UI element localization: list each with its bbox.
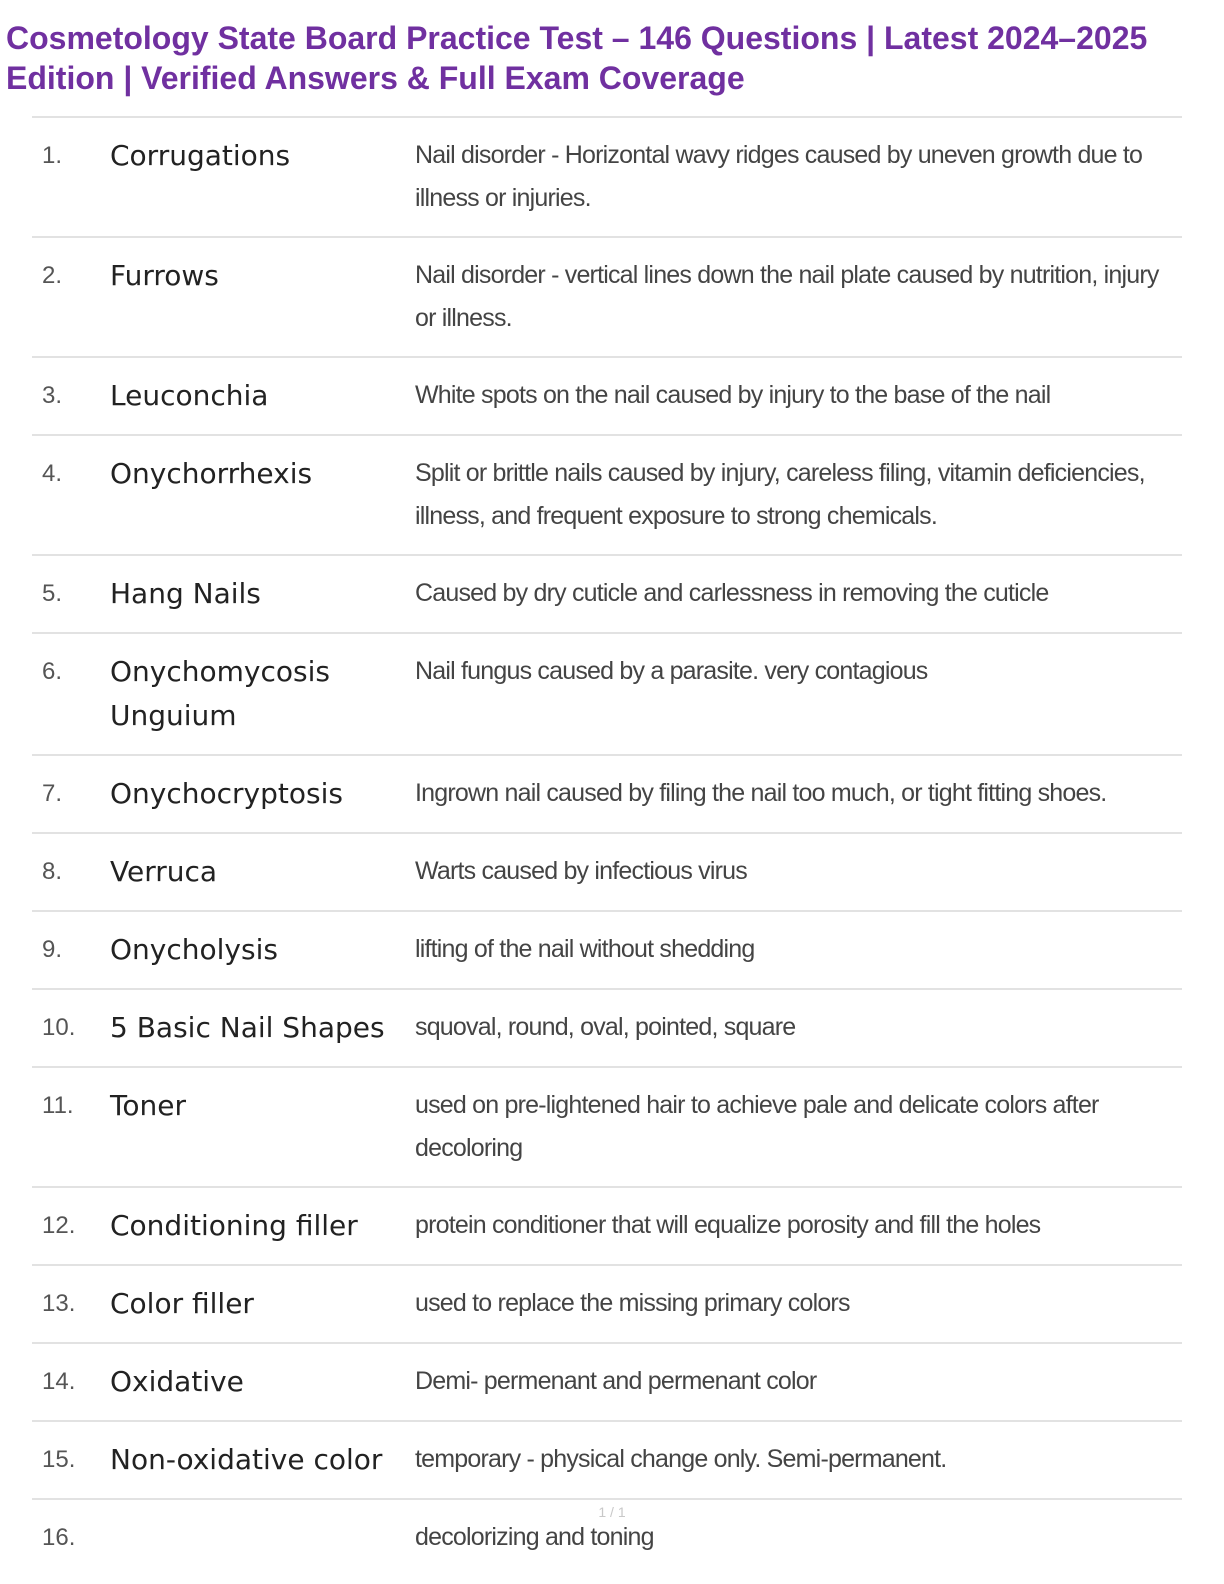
item-term: Onychorrhexis xyxy=(110,457,313,490)
item-term: Onycholysis xyxy=(110,933,278,966)
table-row xyxy=(32,117,1182,237)
item-definition: Demi- permenant and permenant color xyxy=(415,1367,817,1395)
item-number: 2. xyxy=(42,262,63,289)
item-term: Oxidative xyxy=(110,1365,244,1398)
item-term: Color filler xyxy=(110,1287,254,1320)
item-term: Corrugations xyxy=(110,139,291,172)
item-number: 11. xyxy=(42,1092,74,1119)
item-definition: Nail disorder - Horizontal wavy ridges caused by uneven growth due to illness or injuries. xyxy=(415,141,1143,212)
item-definition: used on pre-lightened hair to achieve pale and delicate colors after decoloring xyxy=(415,1091,1099,1162)
table-row xyxy=(32,833,1182,911)
table-row xyxy=(32,1343,1182,1421)
table-row xyxy=(32,1421,1182,1499)
table-row xyxy=(32,1187,1182,1265)
item-definition: Caused by dry cuticle and carlessness in removing the cuticle xyxy=(415,579,1049,607)
document-title: Cosmetology State Board Practice Test – 146 Questions | Latest 2024–2025 Edition | Verified Answers & Full Exam Coverage xyxy=(6,20,1148,96)
item-definition: Warts caused by infectious virus xyxy=(415,857,747,885)
item-number: 10. xyxy=(42,1014,76,1041)
table-row xyxy=(32,1067,1182,1187)
item-term: Toner xyxy=(110,1089,186,1122)
item-term: Verruca xyxy=(110,855,218,888)
item-term: Onychocryptosis xyxy=(110,777,343,810)
item-definition: lifting of the nail without shedding xyxy=(415,935,755,963)
item-number: 9. xyxy=(42,936,63,963)
item-term: 5 Basic Nail Shapes xyxy=(110,1011,385,1044)
item-definition: protein conditioner that will equalize porosity and fill the holes xyxy=(415,1211,1041,1239)
table-row xyxy=(32,237,1182,357)
item-definition: Nail fungus caused by a parasite. very contagious xyxy=(415,657,928,685)
qa-table xyxy=(32,116,1182,1576)
table-row xyxy=(32,755,1182,833)
item-definition: Split or brittle nails caused by injury, careless filing, vitamin deficiencies, illness, and frequent exposure to strong chemicals. xyxy=(415,459,1145,530)
item-definition: White spots on the nail caused by injury to the base of the nail xyxy=(415,381,1051,409)
item-term: Hang Nails xyxy=(110,577,261,610)
item-number: 16. xyxy=(42,1524,76,1551)
item-term: Leuconchia xyxy=(110,379,269,412)
item-definition: squoval, round, oval, pointed, square xyxy=(415,1013,796,1041)
item-number: 4. xyxy=(42,460,63,487)
item-number: 5. xyxy=(42,580,63,607)
item-definition: Nail disorder - vertical lines down the nail plate caused by nutrition, injury or illness. xyxy=(415,261,1159,332)
item-term: Conditioning filler xyxy=(110,1209,358,1242)
table-row xyxy=(32,435,1182,555)
table-row xyxy=(32,555,1182,633)
item-number: 8. xyxy=(42,858,63,885)
item-definition: Ingrown nail caused by filing the nail too much, or tight fitting shoes. xyxy=(415,779,1107,807)
item-definition: temporary - physical change only. Semi-permanent. xyxy=(415,1445,947,1473)
item-number: 12. xyxy=(42,1212,76,1239)
table-row xyxy=(32,633,1182,755)
item-number: 15. xyxy=(42,1446,76,1473)
table-row xyxy=(32,1265,1182,1343)
qa-table-body xyxy=(32,117,1182,1576)
item-number: 7. xyxy=(42,780,63,807)
item-term: Non-oxidative color xyxy=(110,1443,383,1476)
item-number: 3. xyxy=(42,382,63,409)
item-term: Furrows xyxy=(110,259,219,292)
table-row xyxy=(32,911,1182,989)
item-definition: used to replace the missing primary colors xyxy=(415,1289,850,1317)
item-definition: decolorizing and toning xyxy=(415,1523,654,1551)
item-term: Onychomycosis Unguium xyxy=(110,655,330,732)
item-number: 1. xyxy=(42,142,63,169)
item-number: 6. xyxy=(42,658,63,685)
page-number: 1 / 1 xyxy=(598,1504,626,1520)
item-number: 13. xyxy=(42,1290,76,1317)
table-row xyxy=(32,357,1182,435)
item-number: 14. xyxy=(42,1368,76,1395)
table-row xyxy=(32,989,1182,1067)
